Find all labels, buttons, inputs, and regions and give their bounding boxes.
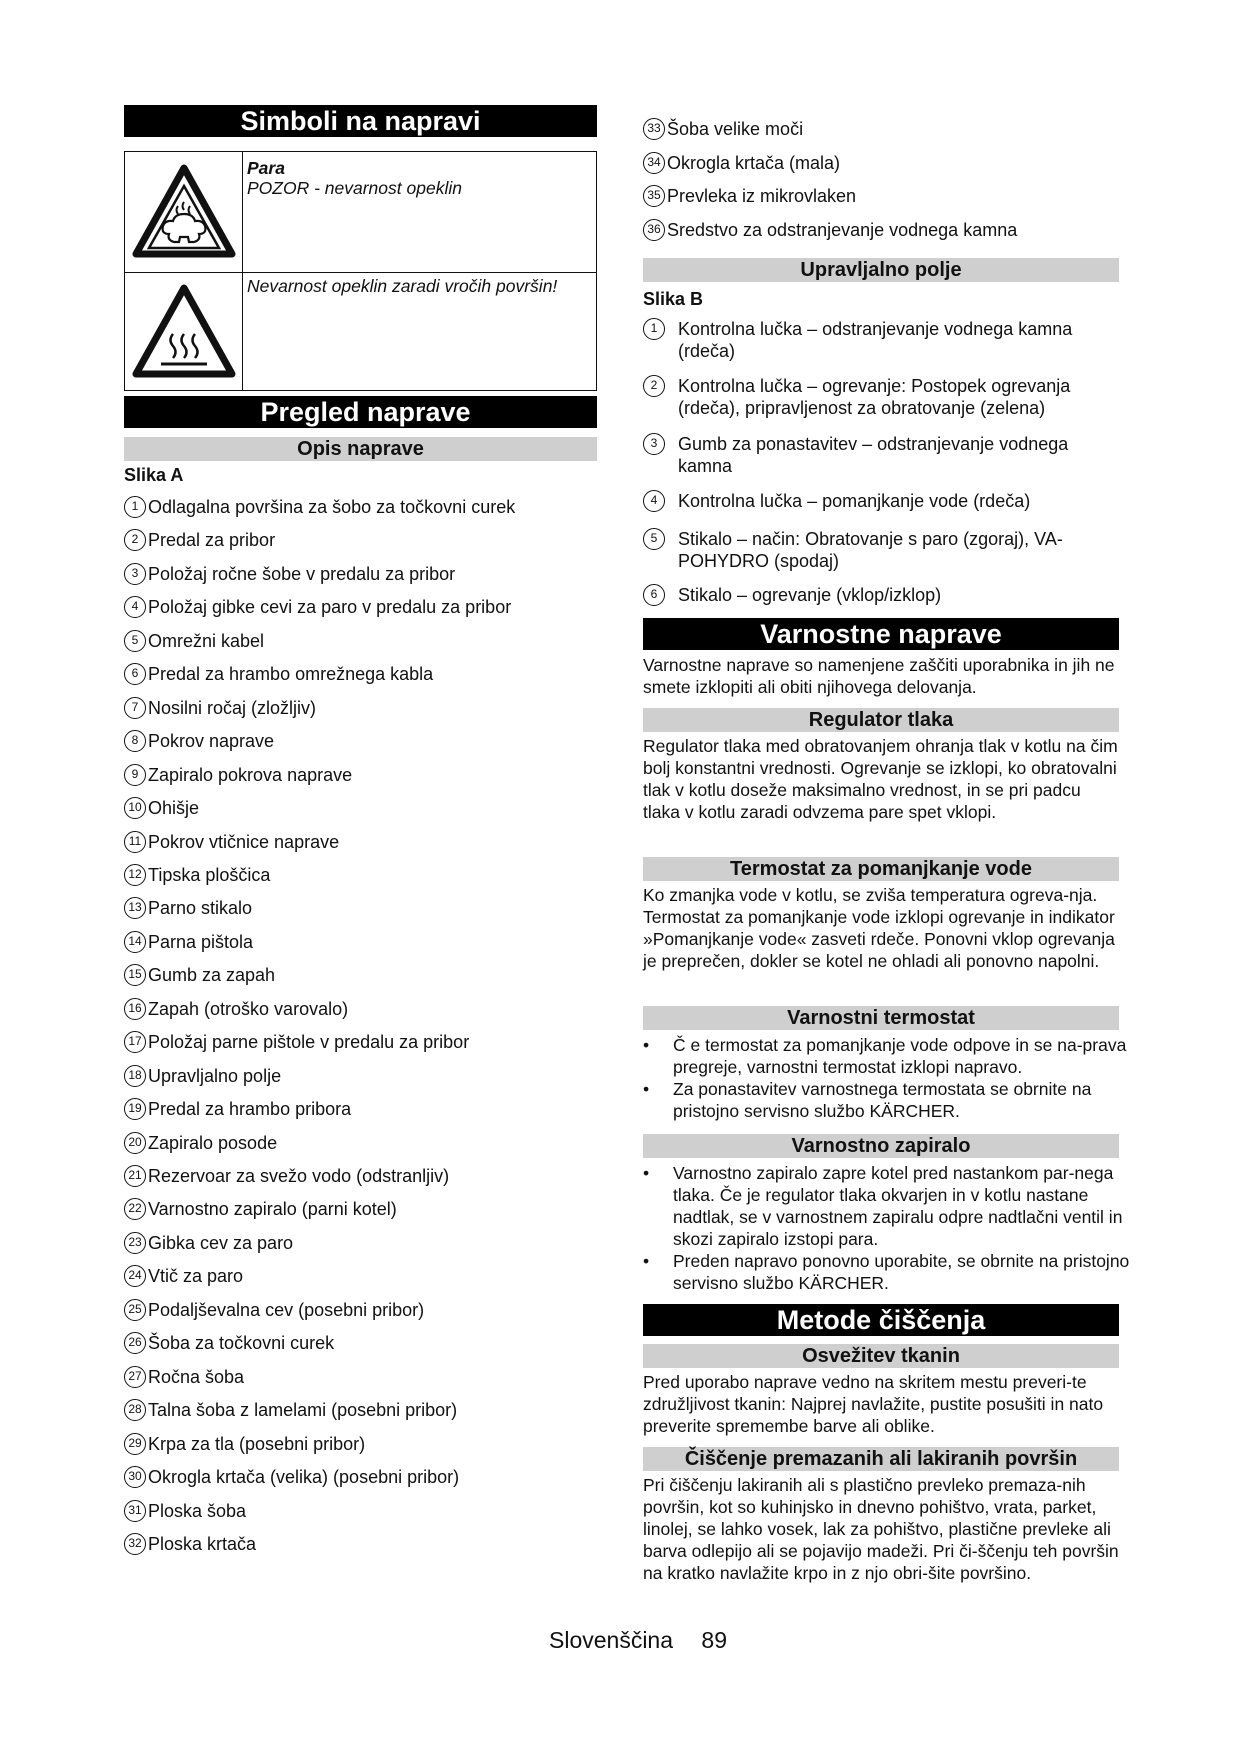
list-item (124, 596, 511, 618)
item-number-badge: 18 (124, 1065, 146, 1087)
control-item (643, 375, 1119, 419)
safety-lock-heading: Varnostno zapiralo (643, 1134, 1119, 1158)
item-text: Gumb za zapah (148, 965, 276, 986)
list-item (124, 998, 348, 1020)
item-text: Pokrov vtičnice naprave (148, 831, 340, 852)
item-text: Varnostno zapiralo (parni kotel) (148, 1199, 397, 1220)
item-number-badge: 21 (124, 1165, 146, 1187)
item-text: Tipska ploščica (148, 864, 271, 885)
item-number-badge: 33 (643, 118, 665, 140)
item-text: Kontrolna lučka – odstranjevanje vodnega kamna (rdeča) (678, 319, 1073, 361)
item-text: Ploska šoba (148, 1500, 247, 1521)
control-figure-label: Slika B (643, 289, 704, 309)
item-text: Nosilni ročaj (zložljiv) (148, 697, 317, 718)
symbols-table (124, 151, 597, 391)
painted-surfaces-heading: Čiščenje premazanih ali lakiranih površin (643, 1447, 1119, 1471)
list-item (643, 219, 1017, 241)
list-item (124, 1366, 244, 1388)
item-number-badge: 36 (643, 219, 665, 241)
safety-thermostat-bullet: • Za ponastavitev varnostnega termostata se obrnite na pristojno servisno službo KÄRCHER. (643, 1079, 1092, 1121)
item-text: Kontrolna lučka – pomanjkanje vode (rdeča) (678, 491, 1031, 511)
item-number-badge: 4 (643, 490, 665, 512)
list-item (124, 730, 274, 752)
item-number-badge: 35 (643, 185, 665, 207)
item-text: Upravljalno polje (148, 1065, 282, 1086)
item-text: Gibka cev za paro (148, 1232, 294, 1253)
item-number-badge: 17 (124, 1031, 146, 1053)
item-text: Zapah (otroško varovalo) (148, 998, 349, 1019)
safety-lock-bullet: • Preden napravo ponovno uporabite, se obrnite na pristojno servisno službo KÄRCHER. (643, 1251, 1130, 1293)
item-number-badge: 11 (124, 831, 146, 853)
list-item (124, 1198, 397, 1220)
item-text: Stikalo – ogrevanje (vklop/izklop) (678, 585, 942, 605)
item-text: Položaj parne pištole v predalu za pribor (148, 1032, 470, 1053)
figure-label: Slika A (124, 465, 184, 485)
list-item (124, 1232, 293, 1254)
item-text: Ploska krtača (148, 1533, 257, 1554)
list-item (124, 1132, 277, 1154)
symbol1-text: POZOR - nevarnost opeklin (247, 178, 462, 198)
item-number-badge: 30 (124, 1466, 146, 1488)
control-item (643, 318, 1119, 362)
item-text: Položaj ročne šobe v predalu za pribor (148, 563, 456, 584)
item-text: Odlagalna površina za šobo za točkovni curek (148, 497, 516, 517)
item-text: Omrežni kabel (148, 630, 265, 651)
item-number-badge: 14 (124, 931, 146, 953)
list-item (124, 1533, 256, 1555)
item-text: Krpa za tla (posebni pribor) (148, 1433, 366, 1454)
steam-warning-icon (131, 162, 237, 262)
list-item (124, 1165, 449, 1187)
item-number-badge: 31 (124, 1500, 146, 1522)
pressure-regulator-text: Regulator tlaka med obratovanjem ohranja tlak v kotlu na čim bolj konstantni vrednosti. Ogrevanje se izklopi, ko obratovalni tlak v kotlu doseže maksimalno vrednost, in se pri padcu tlaka v kotlu zaradi odvzema pare spet vklopi. (643, 736, 1118, 822)
list-item (124, 697, 316, 719)
item-number-badge: 32 (124, 1533, 146, 1555)
symbol2-text: Nevarnost opeklin zaradi vročih površin! (247, 276, 558, 296)
item-text: Prevleka iz mikrovlaken (667, 186, 857, 206)
item-text: Stikalo – način: Obratovanje s paro (zgoraj), VA-POHYDRO (spodaj) (678, 529, 1063, 571)
control-item (643, 490, 1119, 512)
cleaning-methods-heading: Metode čiščenja (643, 1304, 1119, 1336)
list-item (124, 1299, 424, 1321)
fabric-heading: Osvežitev tkanin (643, 1344, 1119, 1368)
safety-devices-heading: Varnostne naprave (643, 618, 1119, 650)
page-number: 89 (701, 1627, 728, 1653)
item-number-badge: 15 (124, 964, 146, 986)
item-text: Zapiralo posode (148, 1132, 278, 1153)
item-number-badge: 4 (124, 596, 146, 618)
control-item (643, 584, 1119, 606)
list-item (124, 1332, 334, 1354)
item-number-badge: 3 (643, 433, 665, 455)
item-number-badge: 22 (124, 1198, 146, 1220)
list-item (643, 185, 856, 207)
item-number-badge: 28 (124, 1399, 146, 1421)
list-item (124, 964, 275, 986)
list-item (124, 931, 253, 953)
item-number-badge: 2 (124, 529, 146, 551)
pressure-regulator-heading: Regulator tlaka (643, 708, 1119, 732)
page-footer (549, 1625, 727, 1655)
list-item (124, 1433, 365, 1455)
list-item (124, 1399, 457, 1421)
item-number-badge: 19 (124, 1098, 146, 1120)
fabric-text: Pred uporabo naprave vedno na skritem mestu preveri-te združljivost tkanin: Najprej navlažite, pustite posušiti in nato preverite spremembe barve ali oblike. (643, 1372, 1104, 1436)
item-number-badge: 20 (124, 1132, 146, 1154)
item-text: Ohišje (148, 798, 200, 819)
item-text: Predal za hrambo omrežnega kabla (148, 664, 434, 685)
list-item (124, 764, 352, 786)
item-text: Ročna šoba (148, 1366, 245, 1387)
item-number-badge: 6 (643, 584, 665, 606)
item-text: Parna pištola (148, 931, 254, 952)
item-text: Predal za hrambo pribora (148, 1099, 352, 1120)
safety-lock-bullet: • Varnostno zapiralo zapre kotel pred nastankom par-nega tlaka. Če je regulator tlaka okvarjen in v kotlu nastane nadtlak, se v varnostnem zapiralu odpre nadtlačni ventil in skozi zapiralo izstopi para. (643, 1163, 1123, 1249)
table-divider (125, 272, 596, 273)
item-number-badge: 1 (124, 496, 146, 518)
item-number-badge: 5 (643, 528, 665, 550)
item-text: Rezervoar za svežo vodo (odstranljiv) (148, 1166, 450, 1186)
water-thermostat-text: Ko zmanjka vode v kotlu, se zviša temperatura ogreva-nja. Termostat za pomanjkanje vode izklopi ogrevanje in indikator »Pomanjkanje vode« zasveti rdeče. Ponovni vklop ogrevanja je preprečen, dokler se kotel ne ohladi ali ponovno napolni. (643, 885, 1115, 971)
safety-thermostat-bullet: • Č e termostat za pomanjkanje vode odpove in se na-prava pregreje, varnostni termostat izklopi napravo. (643, 1035, 1127, 1077)
item-number-badge: 12 (124, 864, 146, 886)
item-text: Šoba za točkovni curek (148, 1333, 335, 1354)
item-number-badge: 5 (124, 630, 146, 652)
control-item (643, 528, 1119, 572)
item-text: Parno stikalo (148, 898, 253, 919)
list-item (124, 1466, 459, 1488)
item-text: Položaj gibke cevi za paro v predalu za pribor (148, 597, 512, 618)
list-item (124, 630, 264, 652)
list-item (124, 797, 199, 819)
list-item (124, 1031, 469, 1053)
list-item (124, 529, 275, 551)
list-item (124, 897, 252, 919)
item-text: Zapiralo pokrova naprave (148, 764, 353, 785)
item-text: Sredstvo za odstranjevanje vodnega kamna (667, 219, 1018, 240)
item-text: Pokrov naprave (148, 731, 275, 752)
item-text: Talna šoba z lamelami (posebni pribor) (148, 1400, 458, 1421)
item-number-badge: 7 (124, 697, 146, 719)
table-divider (242, 152, 243, 390)
water-thermostat-heading: Termostat za pomanjkanje vode (643, 857, 1119, 881)
item-text: Okrogla krtača (velika) (posebni pribor) (148, 1467, 460, 1488)
overview-heading: Pregled naprave (124, 396, 597, 428)
item-text: Okrogla krtača (mala) (667, 152, 841, 173)
control-item (643, 433, 1119, 477)
item-number-badge: 25 (124, 1299, 146, 1321)
list-item (643, 118, 803, 140)
list-item (643, 152, 840, 174)
symbol1-title: Para (247, 158, 285, 178)
list-item (124, 663, 433, 685)
item-number-badge: 24 (124, 1265, 146, 1287)
control-panel-heading: Upravljalno polje (643, 258, 1119, 282)
item-text: Gumb za ponastavitev – odstranjevanje vodnega kamna (678, 434, 1069, 476)
list-item (124, 1098, 351, 1120)
safety-devices-text: Varnostne naprave so namenjene zaščiti uporabnika in jih ne smete izklopiti ali obiti njihovega delovanja. (643, 655, 1115, 697)
description-heading: Opis naprave (124, 437, 597, 461)
list-item (124, 1265, 243, 1287)
item-text: Podaljševalna cev (posebni pribor) (148, 1299, 425, 1320)
item-number-badge: 3 (124, 563, 146, 585)
item-number-badge: 10 (124, 797, 146, 819)
item-number-badge: 9 (124, 764, 146, 786)
item-number-badge: 26 (124, 1332, 146, 1354)
list-item (124, 1065, 281, 1087)
list-item (124, 1500, 246, 1522)
item-text: Kontrolna lučka – ogrevanje: Postopek ogrevanja (rdeča), pripravljenost za obratovanje (zelena) (678, 376, 1071, 418)
item-number-badge: 8 (124, 730, 146, 752)
item-text: Vtič za paro (148, 1266, 244, 1287)
list-item (124, 496, 515, 518)
hot-surface-warning-icon (131, 282, 237, 382)
item-number-badge: 23 (124, 1232, 146, 1254)
painted-surfaces-text: Pri čiščenju lakiranih ali s plastično prevleko premaza-nih površin, kot so kuhinjsko in dnevno pohištvo, vrata, parket, linolej, se lahko vosek, lak za pohištvo, plastične prevleke ali barva odlepijo ali se pojavijo madeži. Pri či-ščenju teh površin na kratko navlažite krpo in z njo obri-šite površino. (643, 1475, 1119, 1583)
item-number-badge: 27 (124, 1366, 146, 1388)
item-number-badge: 16 (124, 998, 146, 1020)
item-number-badge: 34 (643, 152, 665, 174)
list-item (124, 831, 339, 853)
item-text: Predal za pribor (148, 530, 276, 551)
symbols-heading: Simboli na napravi (124, 105, 597, 137)
item-number-badge: 1 (643, 318, 665, 340)
list-item (124, 563, 455, 585)
item-number-badge: 13 (124, 897, 146, 919)
item-text: Šoba velike moči (667, 119, 804, 139)
item-number-badge: 29 (124, 1433, 146, 1455)
item-number-badge: 2 (643, 375, 665, 397)
footer-language: Slovenščina (549, 1627, 674, 1653)
item-number-badge: 6 (124, 663, 146, 685)
list-item (124, 864, 270, 886)
safety-thermostat-heading: Varnostni termostat (643, 1006, 1119, 1030)
